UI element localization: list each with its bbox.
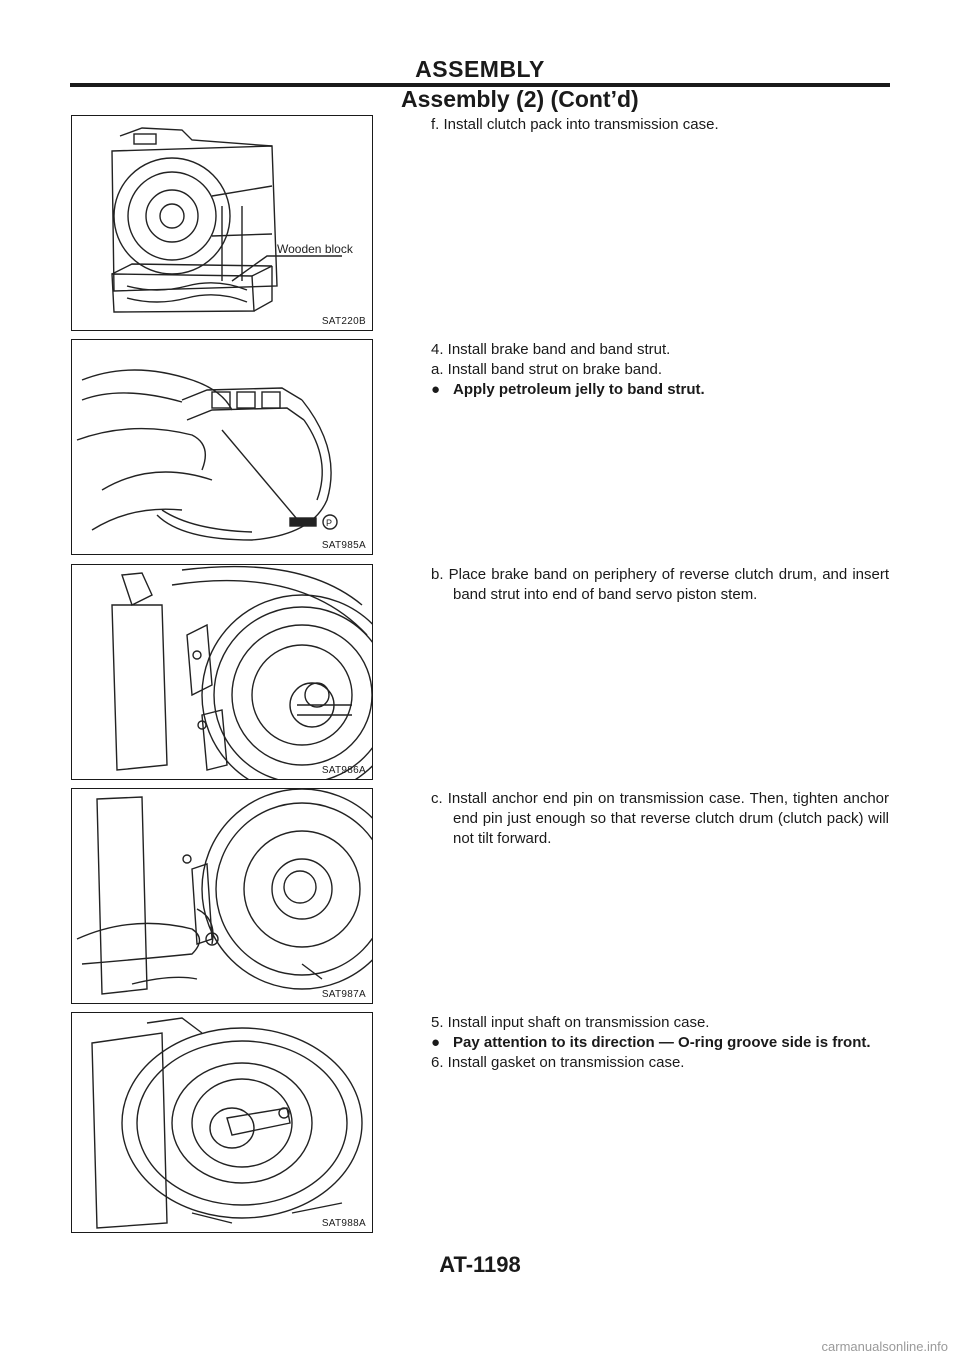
figure-label: SAT986A [321,765,366,776]
step-b: b. Place brake band on periphery of reverse clutch drum, and insert band strut into end of band servo piston stem. [431,566,889,603]
bullet-mark: ● [431,381,441,398]
step-c-text [431,789,889,849]
step-6: 6. Install gasket on transmission case. [431,1054,685,1071]
step-5-text [431,1013,889,1073]
step-4a-bullet [431,380,889,400]
bullet-text: Apply petroleum jelly to band strut. [453,381,705,398]
svg-text:P: P [326,518,333,528]
bullet-mark: ● [431,1034,441,1051]
figure-label: SAT220B [321,316,366,327]
step-4-text [431,340,889,400]
step-c: c. Install anchor end pin on transmission case. Then, tighten anchor end pin just enough so that reverse clutch drum (clutch pack) will not tilt forward. [431,790,889,847]
figure-anchor-end-pin-illustration [72,789,372,1003]
step-4: 4. Install brake band and band strut. [431,341,671,358]
header-title: ASSEMBLY [415,56,545,82]
figure-label: SAT988A [321,1218,366,1229]
figure-brake-band [71,339,373,555]
step-5-bullet [431,1033,889,1053]
step-5: 5. Install input shaft on transmission case. [431,1014,710,1031]
step-f: f. Install clutch pack into transmission case. [431,116,719,133]
figure-clutch-pack [71,115,373,331]
figure-clutch-pack-illustration [72,116,372,330]
figure-anchor-end-pin [71,788,373,1004]
figure-input-shaft-illustration [72,1013,372,1232]
step-b-text [431,565,889,605]
step-f-text [431,115,889,135]
page-number: AT-1198 [439,1252,521,1277]
figure-label: SAT985A [321,540,366,551]
bullet-text: Pay attention to its direction — O-ring groove side is front. [453,1034,871,1051]
figure-brake-band-illustration [72,340,372,554]
figure-reverse-clutch-drum-illustration [72,565,372,779]
figure-input-shaft [71,1012,373,1233]
figure-reverse-clutch-drum [71,564,373,780]
figure-label: SAT987A [321,989,366,1000]
figure-callout-wooden-block: Wooden block [277,242,353,256]
section-title: Assembly (2) (Cont’d) [401,86,639,112]
step-4a: a. Install band strut on brake band. [431,361,662,378]
watermark: carmanualsonline.info [821,1339,948,1354]
